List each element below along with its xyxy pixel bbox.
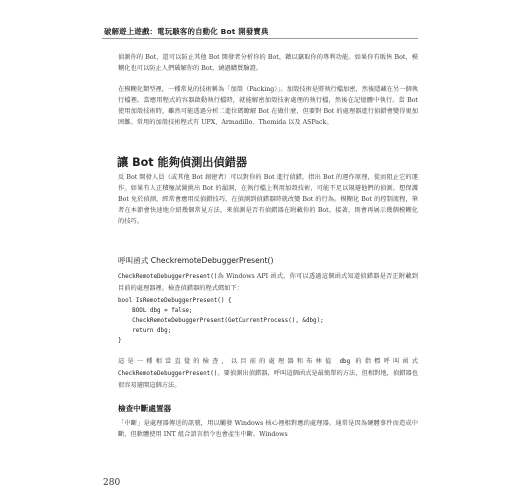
paragraph-anti-debug: 反 Bot 開發人員（或其他 Bot 創建者）可以對你的 Bot 進行偵錯，指出 Bot 的運作原理，從而阻止它的運作。如果有人正積極試圖挑出 Bot 的漏洞，在執行檔上利用加殼技術，可能不足以規避他們的偵測。想保護 Bot 免於偵測，經常會應用反偵錯技巧，在偵測到偵錯器時就改變 Bot 的行為。模糊化 Bot 的控制流程，筆者在本節會快速地介紹幾個常見方法，來偵測是否有偵錯器在附載你的 Bot。接著，則會再展示幾個模糊化的技巧。 [118,174,418,226]
explanation-text-3: 。要偵測出偵錯器，呼叫這個函式是最簡單的方法，但相對地，偵錯器也很容易避開這個方法。 [118,370,418,390]
running-header: 破解遊上遊戲：電玩駭客的自動化 Bot 開發寶典 [104,27,269,36]
inline-code-function-2: CheckRemoteDebuggerPresent() [118,371,218,378]
code-block: bool IsRemoteDebuggerPresent() { BOOL dbg = false; CheckRemoteDebuggerPresent(GetCurrentProcess(), &dbg); return dbg; } [118,298,324,345]
paragraph-api-intro [118,271,418,294]
explanation-text-2: 的指標呼叫函式 [355,358,419,365]
inline-code-function: CheckRemoteDebuggerPresent() [118,274,218,280]
paragraph-explanation [118,356,418,391]
header-divider [102,38,418,39]
paragraph-interrupt: 「中斷」是處理器傳送的訊號，用以觸發 Windows 核心裡相對應的處理器。通常是因為硬體事件而造成中斷，但軟體使用 INT 組合語言指令也會產生中斷。Windows [118,420,418,439]
section-heading: 讓 Bot 能夠偵測出偵錯器 [117,156,248,169]
paragraph-packing: 在模糊化類型裡，一種常見的技術稱為「加殼（Packing）」。加殼技術是將執行檔加密，然後隱藏在另一個執行檔裡。當應用程式的容器啟動執行檔時，就能解密加殼技術處理的執行檔，然後在記憶體中執行。當 Bot 使用加殼技術時，雖然可能透過分析二進位碼瞭解 Bot 在做什麼，但要對 Bot 的處理器進行偵錯會變得更加困難。常用的加殼技術程式有 UPX、Armadillo、Themida 以及 ASPack。 [118,86,418,127]
explanation-text-1: 這是一種相當直覺的檢查，以目前的處理器和布林值 [118,358,335,365]
page-number: 280 [103,478,121,488]
subsection-heading-breakpoint: 檢查中斷處置器 [118,404,172,413]
paragraph-api-intro-text: 為 Windows API 函式，你可以透過這個函式知道偵錯器是否正附載到目前的處理器裡。檢查偵錯器的程式碼如下： [118,273,418,293]
subsection-heading-remote-debugger: 呼叫函式 CheckremoteDebuggerPresent() [118,256,274,265]
paragraph-intro: 偵測你的 Bot，還可以防止其他 Bot 開發者分析你的 Bot，藉以竊取你的專利功能。如果你有販售 Bot，模糊化也可以防止人們破解你的 Bot，繞過購買驗證。 [118,54,418,73]
inline-code-dbg: dbg [339,359,351,365]
